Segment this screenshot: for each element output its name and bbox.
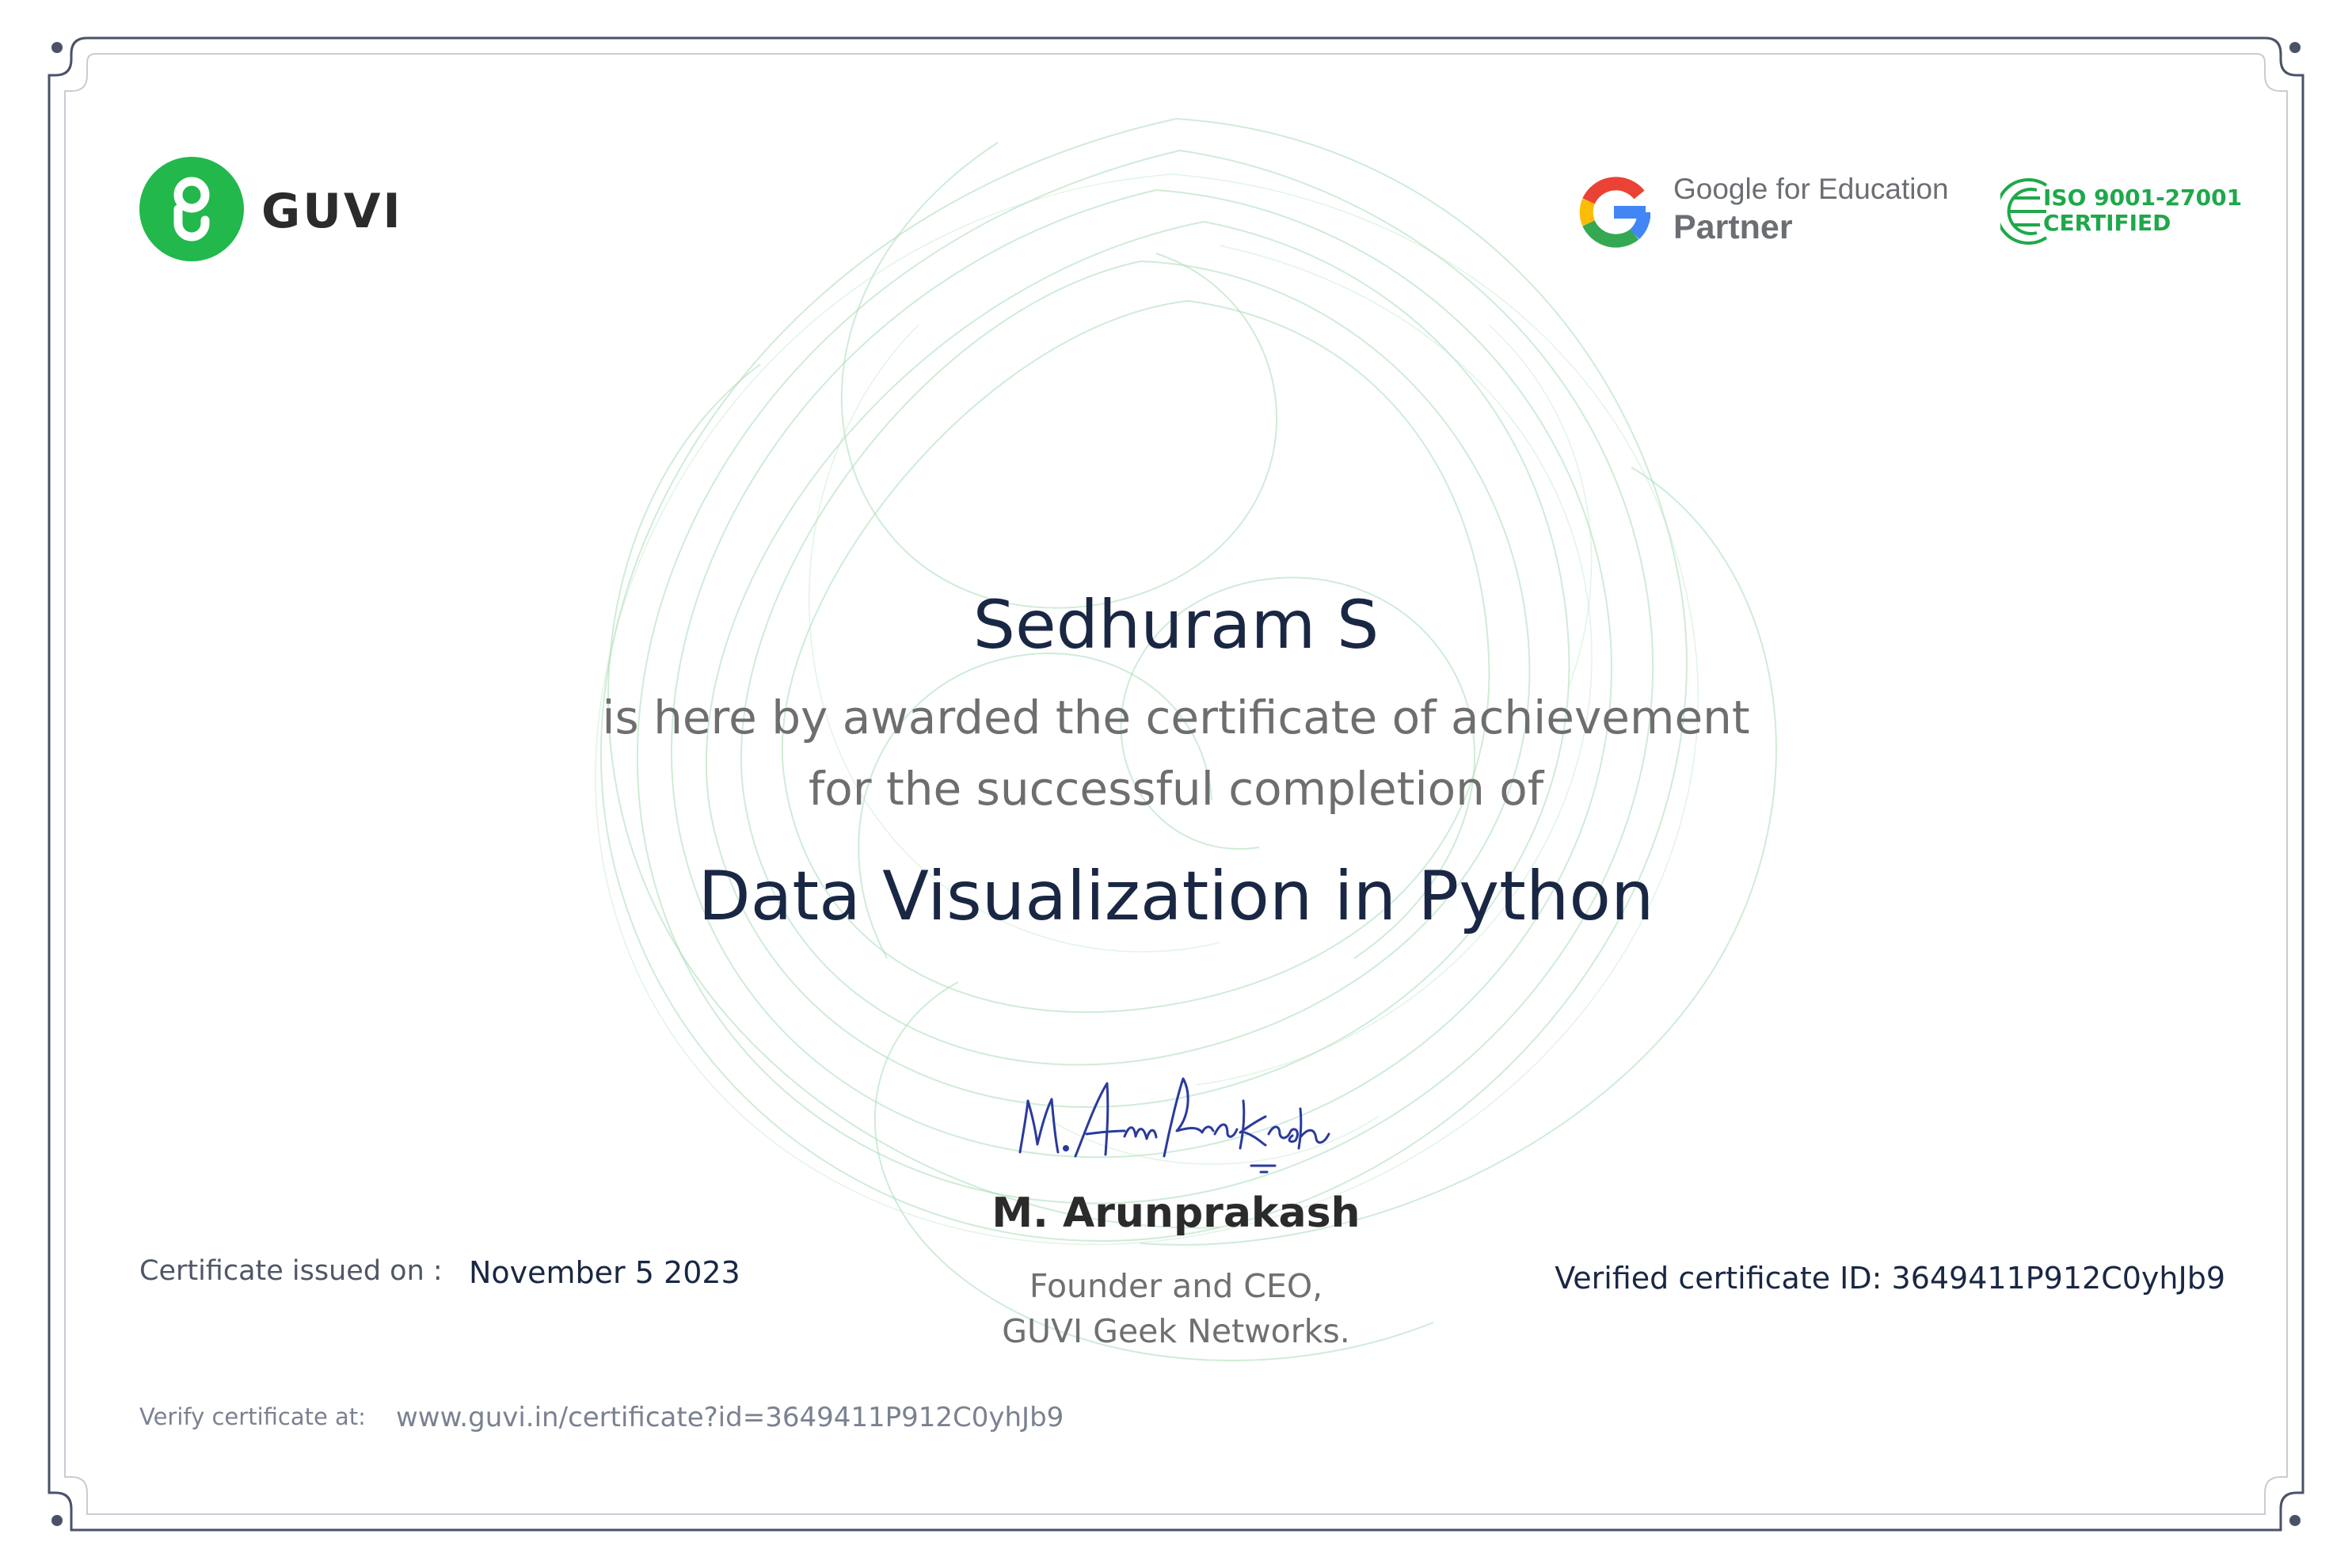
signature-caption: M. ArunPrakash: [1172, 1178, 1185, 1179]
google-partner-label: Partner: [1673, 208, 1793, 246]
google-education-label: Google for Education: [1673, 173, 1949, 205]
guvi-logo-text: GUVI: [261, 184, 403, 239]
signer-name: M. Arunprakash: [991, 1189, 1361, 1237]
issued-on-date: November 5 2023: [469, 1255, 740, 1290]
course-title: Data Visualization in Python: [698, 857, 1654, 936]
verify-certificate-link[interactable]: www.guvi.in/certificate?id=3649411P912C0yhJb9: [396, 1402, 1064, 1433]
signature: [1014, 1069, 1338, 1180]
iso-certified-label: CERTIFIED: [2043, 210, 2171, 236]
award-text-line2: for the successful completion of: [808, 762, 1544, 816]
iso-standard-label: ISO 9001-27001: [2043, 185, 2243, 211]
signer-role-line1: Founder and CEO,: [1029, 1267, 1323, 1305]
google-g-icon: [1578, 176, 1650, 249]
signer-role-line2: GUVI Geek Networks.: [1002, 1312, 1350, 1350]
verified-certificate-id: Verified certificate ID: 3649411P912C0yhJb9: [1555, 1261, 2225, 1296]
issued-on-label: Certificate issued on :: [139, 1255, 443, 1287]
verify-certificate-label: Verify certificate at:: [139, 1403, 366, 1430]
recipient-name: Sedhuram S: [972, 586, 1380, 664]
guvi-logo-icon: [139, 157, 244, 261]
award-text-line1: is here by awarded the certificate of achievement: [602, 691, 1750, 744]
